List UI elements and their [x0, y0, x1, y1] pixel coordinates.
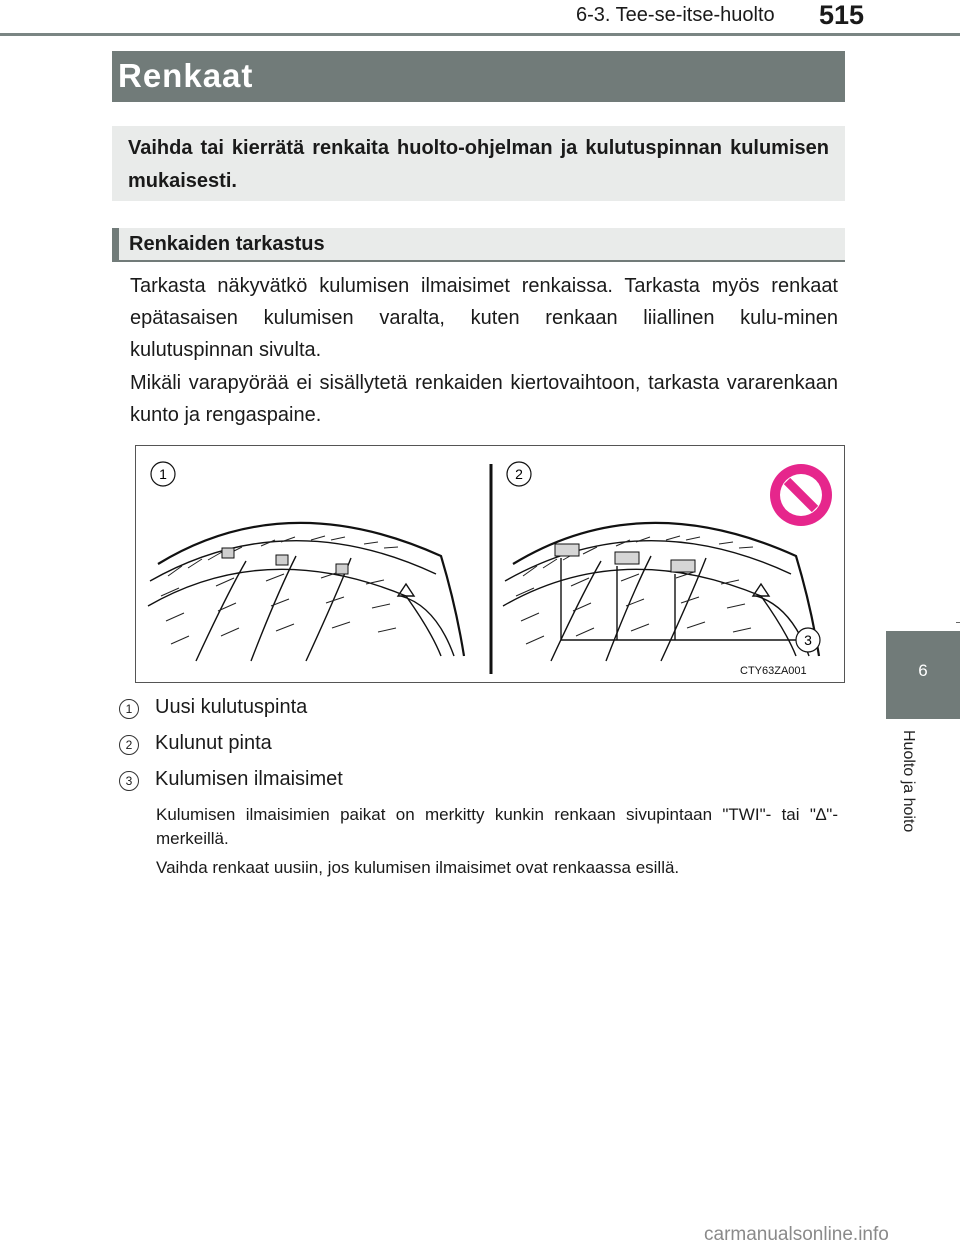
callout-1-label: 1: [159, 466, 167, 482]
intro-text: Vaihda tai kierrätä renkaita huolto-ohjelman ja kulutuspinnan kulumisen mukaisesti.: [128, 137, 829, 192]
callout-2-label: 2: [515, 466, 523, 482]
item-number: 1: [119, 699, 139, 719]
item-label: Uusi kulutuspinta: [155, 696, 308, 718]
callout-3: [796, 628, 820, 652]
item-number: 2: [119, 735, 139, 755]
callout-2: [507, 462, 531, 486]
page-title: Renkaat: [118, 57, 254, 94]
section-header: 6-3. Tee-se-itse-huolto: [576, 4, 775, 26]
chapter-label: Huolto ja hoito: [900, 730, 917, 833]
chapter-tab[interactable]: 6: [886, 631, 960, 719]
subheading-accent: [112, 228, 119, 262]
item-label: Kulumisen ilmaisimet: [155, 768, 343, 790]
new-tread-tire: [148, 523, 464, 661]
paragraph-inspection: Tarkasta näkyvätkö kulumisen ilmaisimet renkaissa. Tarkasta myös renkaat epätasaisen kulumisen varalta, kuten renkaan liiallinen kulu-minen kulutuspinnan sivulta.: [130, 275, 838, 361]
tire-illustration: [135, 445, 845, 683]
side-tick: [956, 622, 960, 623]
callout-1: [151, 462, 175, 486]
page-number: 515: [819, 0, 865, 30]
title-bar: [112, 51, 845, 102]
tire-drawing: [136, 446, 844, 682]
note-twi-markings: Kulumisen ilmaisimien paikat on merkitty kunkin renkaan sivupintaan "TWI"- tai "∆"-merkeillä.: [156, 805, 838, 848]
no-entry-icon: [770, 464, 832, 526]
watermark: carmanualsonline.info: [704, 1224, 889, 1245]
subheading: Renkaiden tarkastus: [129, 233, 325, 255]
callout-3-label: 3: [804, 632, 812, 648]
worn-tread-tire: [503, 523, 819, 661]
item-label: Kulunut pinta: [155, 732, 272, 754]
intro-box: [112, 126, 845, 201]
note-replace-tires: Vaihda renkaat uusiin, jos kulumisen ilmaisimet ovat renkaassa esillä.: [156, 858, 680, 877]
item-number: 3: [119, 771, 139, 791]
subheading-bar: [112, 228, 845, 262]
paragraph-spare: Mikäli varapyörää ei sisällytetä renkaiden kiertovaihtoon, tarkasta vararenkaan kunto ja rengaspaine.: [130, 372, 838, 426]
header-divider: [0, 33, 960, 36]
figure-code: CTY63ZA001: [740, 665, 807, 677]
